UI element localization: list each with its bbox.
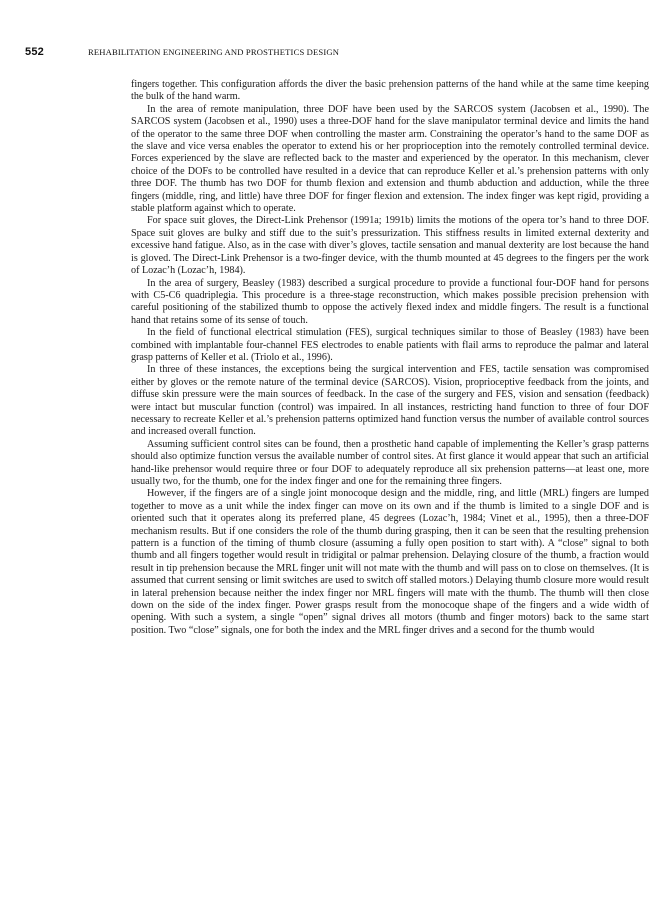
- paragraph: Assuming sufficient control sites can be found, then a prosthetic hand capable of implementing the Keller’s grasp patterns should also optimize function versus the available number of control sites. At first glance it would appear that such an artificial hand-like prehensor would require three or four DOF to adequately reproduce all six prehension patterns—at least one, more usually two, for the thumb, one for the index finger and one for the remaining three fingers.: [131, 438, 649, 487]
- paragraph: However, if the fingers are of a single joint monocoque design and the middle, ring, and little (MRL) fingers are lumped together to move as a unit while the index finger can move on its own and if the thumb is limited to a single DOF and is oriented such that it operates along its preferred plane, 45 degrees (Lozac’h, 1984; Vinet et al., 1995), then a three-DOF mechanism results. But if one considers the role of the thumb during grasping, then it can be seen that the resulting prehension pattern is a function of the timing of thumb closure (assuming a fully open position to start with). A “close” signal to both thumb and all fingers together would result in tridigital or palmar prehension. Delaying closure of the thumb, a fraction would result in tip prehension because the MRL finger unit will not mate with the thumb and will pass on to close on themselves. (It is assumed that current sensing or limit switches are used to switch off stalled motors.) Delaying thumb closure more would result in lateral prehension because neither the index finger nor MRL fingers will mate with the thumb. The thumb will then close down on the side of the index finger. Power grasps result from the monocoque shape of the fingers and a wide width of opening. With such a system, a single “open” signal drives all motors (thumb and finger motors) back to the same start position. Two “close” signals, one for both the index and the MRL finger drives and a second for the thumb would: [131, 488, 649, 636]
- paragraph: For space suit gloves, the Direct-Link Prehensor (1991a; 1991b) limits the motions of the opera tor’s hand to three DOF. Space suit gloves are bulky and stiff due to the suit’s pressurization. This stiffness results in limited external dexterity and excessive hand fatigue. Also, as in the case with diver’s gloves, tactile sensation and manual dexterity are lost because the hand is gloved. The Direct-Link Prehensor is a two-finger device, with the thumb mounted at 45 degrees to the fingers per the work of Lozac’h (Lozac’h, 1984).: [131, 215, 649, 277]
- paragraph: fingers together. This configuration affords the diver the basic prehension patterns of the hand while at the same time keeping the bulk of the hand warm.: [131, 79, 649, 103]
- body-text: [131, 79, 649, 637]
- page-header: [25, 46, 645, 62]
- paragraph: In the field of functional electrical stimulation (FES), surgical techniques similar to those of Beasley (1983) have been combined with implantable four-channel FES electrodes to enable patients with flail arms to reproduce the palmar and lateral grasp patterns of Keller et al. (Triolo et al., 1996).: [131, 327, 649, 363]
- paragraph: In three of these instances, the exceptions being the surgical intervention and FES, tactile sensation was compromised either by gloves or the remote nature of the terminal device (SARCOS). Vision, proprioceptive feedback from the joints, and diffuse skin pressure were the main sources of feedback. In the case of the surgery and FES, vision and sensation (feedback) were intact but muscular function (control) was impaired. In all instances, restricting hand function to three of four DOF necessary to recreate Keller et al.’s prehension patterns optimized hand function versus the number of available control sources and increased overall function.: [131, 364, 649, 438]
- paragraph: In the area of surgery, Beasley (1983) described a surgical procedure to provide a functional four-DOF hand for persons with C5-C6 quadriplegia. This procedure is a three-stage reconstruction, which makes possible precision prehension with careful positioning of the stabilized thumb to oppose the actively flexed index and middle fingers. The result is a functional hand that retains some of its sense of touch.: [131, 277, 649, 326]
- paragraph: In the area of remote manipulation, three DOF have been used by the SARCOS system (Jacobsen et al., 1990). The SARCOS system (Jacobsen et al., 1990) uses a three-DOF hand for the slave manipulator terminal device and limits the hand of the operator to the same three DOF when controlling the master arm. Constraining the operator’s hand to the same DOF as the slave and vice versa enables the operator to extend his or her proprioception into the remotely controlled terminal device. Forces experienced by the slave are reflected back to the master and experienced by the operator. In this mechanism, clever choice of the DOFs to be controlled have resulted in a device that can reproduce Keller et al.’s prehension patterns with only three DOF. The thumb has two DOF for thumb flexion and extension and thumb abduction and adduction, while the three fingers (middle, ring, and little) have three DOF for finger flexion and extension. The index finger was kept rigid, providing a stable platform against which to operate.: [131, 103, 649, 215]
- running-title: REHABILITATION ENGINEERING AND PROSTHETICS DESIGN: [88, 47, 340, 57]
- page-number: 552: [25, 46, 44, 58]
